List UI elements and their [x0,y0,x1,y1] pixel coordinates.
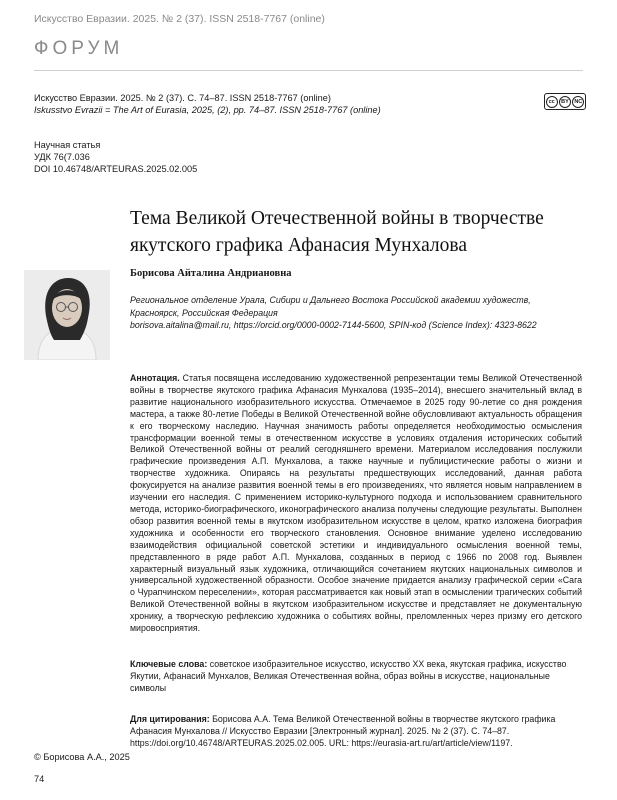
header-divider [34,70,583,71]
abstract-text: Статья посвящена исследованию художественной репрезентации темы Великой Отечественной войны в творчестве якутского графика Афанасия Мунхалова (1935–2014), внесшего значительный вклад в развитие национального изобразительного искусства. Отмечаемое в 2025 году 90-летие со дня рождения мастера, а также 80-летие Победы в Великой Отечественной войне обусловливают актуальность обращения к его творческому наследию. Научная значимость работы определяется необходимостью осмысления трансформации военной темы в отечественном искусстве в условиях отдаления исторических событий Великой Отечественной войны от реалий сегодняшнего времени. Материалом исследования послужили графические произведения А.П. Мунхалова, а также научные и публицистические работы о жизни и творчестве художника. Опираясь на результаты предшествующих исследований, данная работа фокусируется на анализе развития военной темы в его произведениях, что является новым направлением в изучении его наследия. С применением историко-культурного подхода и использованием сравнительного метода, историко-биографического, иконографического анализа получены следующие результаты. Выполнен обзор развития военной темы в якутском изобразительном искусстве в целом, кратко изложена биография художника и особенности его творческого становления. Основное внимание уделено исследованию взаимодействия официальной советской эстетики и индивидуального осмысления военной темы, представленного в ряде работ А.П. Мунхалова, созданных в период с 1966 по 2008 год. Выявлен характерный визуальный язык художника, отличающийся сочетанием якутских национальных символов и универсальной художественной образности. Особое значение придается анализу графической серии «Сага о Чурапчинском переселении», которая рассматривается как новый этап в осмыслении трагических событий Великой Отечественной войны в якутском изобразительном искусстве и представляет не документальную хронику, а творческую рефлексию художника о событиях войны, преломленных через призму его детского мировосприятия. [130,373,582,634]
affiliation-text: Региональное отделение Урала, Сибири и Дальнего Востока Российской академии художеств, Красноярск, Российская Федерация [130,295,531,318]
abstract-label: Аннотация. [130,373,180,383]
cc-icon: cc [546,96,558,108]
doi[interactable]: DOI 10.46748/ARTEURAS.2025.02.005 [34,164,198,174]
keywords-label: Ключевые слова: [130,659,208,669]
for-citation-text: Борисова А.А. Тема Великой Отечественной войны в творчестве якутского графика Афанасия Мунхалова // Искусство Евразии [Электронный журнал]. 2025. № 2 (37). С. 74–87. https://doi.org/10.46748/ARTEURAS.2025.02.005. URL: https://eurasia-art.ru/art/article/view/1197. [130,714,556,748]
author-photo [24,270,110,360]
keywords [130,658,582,694]
abstract [130,373,582,635]
citation-en: Iskusstvo Evrazii = The Art of Eurasia, 2025, (2), pp. 74–87. ISSN 2518-7767 (online) [34,105,381,115]
article-title: Тема Великой Отечественной войны в творчестве якутского графика Афанасия Мунхалова [130,208,544,256]
section-title: ФОРУМ [34,38,124,59]
for-citation-label: Для цитирования: [130,714,210,724]
author-portrait-image [24,270,110,360]
by-icon: BY [559,96,571,108]
copyright: © Борисова А.А., 2025 [34,752,130,762]
author-contacts[interactable]: borisova.aitalina@mail.ru, https://orcid.org/0000-0002-7144-5600, SPIN-код (Science Index): 4323-8622 [130,320,537,330]
article-meta [34,139,197,175]
for-citation [130,713,582,749]
article-type: Научная статья [34,140,101,150]
author-affiliation [130,294,580,332]
citation-ru: Искусство Евразии. 2025. № 2 (37). С. 74–87. ISSN 2518-7767 (online) [34,93,331,103]
nc-icon: NC [572,96,584,108]
author-name: Борисова Айталина Андриановна [130,268,292,279]
keywords-text: советское изобразительное искусство, искусство ХХ века, якутская графика, искусство Якутии, Афанасий Мунхалов, Великая Отечественная война, образ войны в искусстве, национальные символы [130,659,567,693]
cc-license-badge[interactable] [544,93,586,110]
running-header: Искусство Евразии. 2025. № 2 (37). ISSN 2518-7767 (online) [34,13,325,25]
page-number: 74 [34,774,45,784]
udc: УДК 76(7.036 [34,152,90,162]
